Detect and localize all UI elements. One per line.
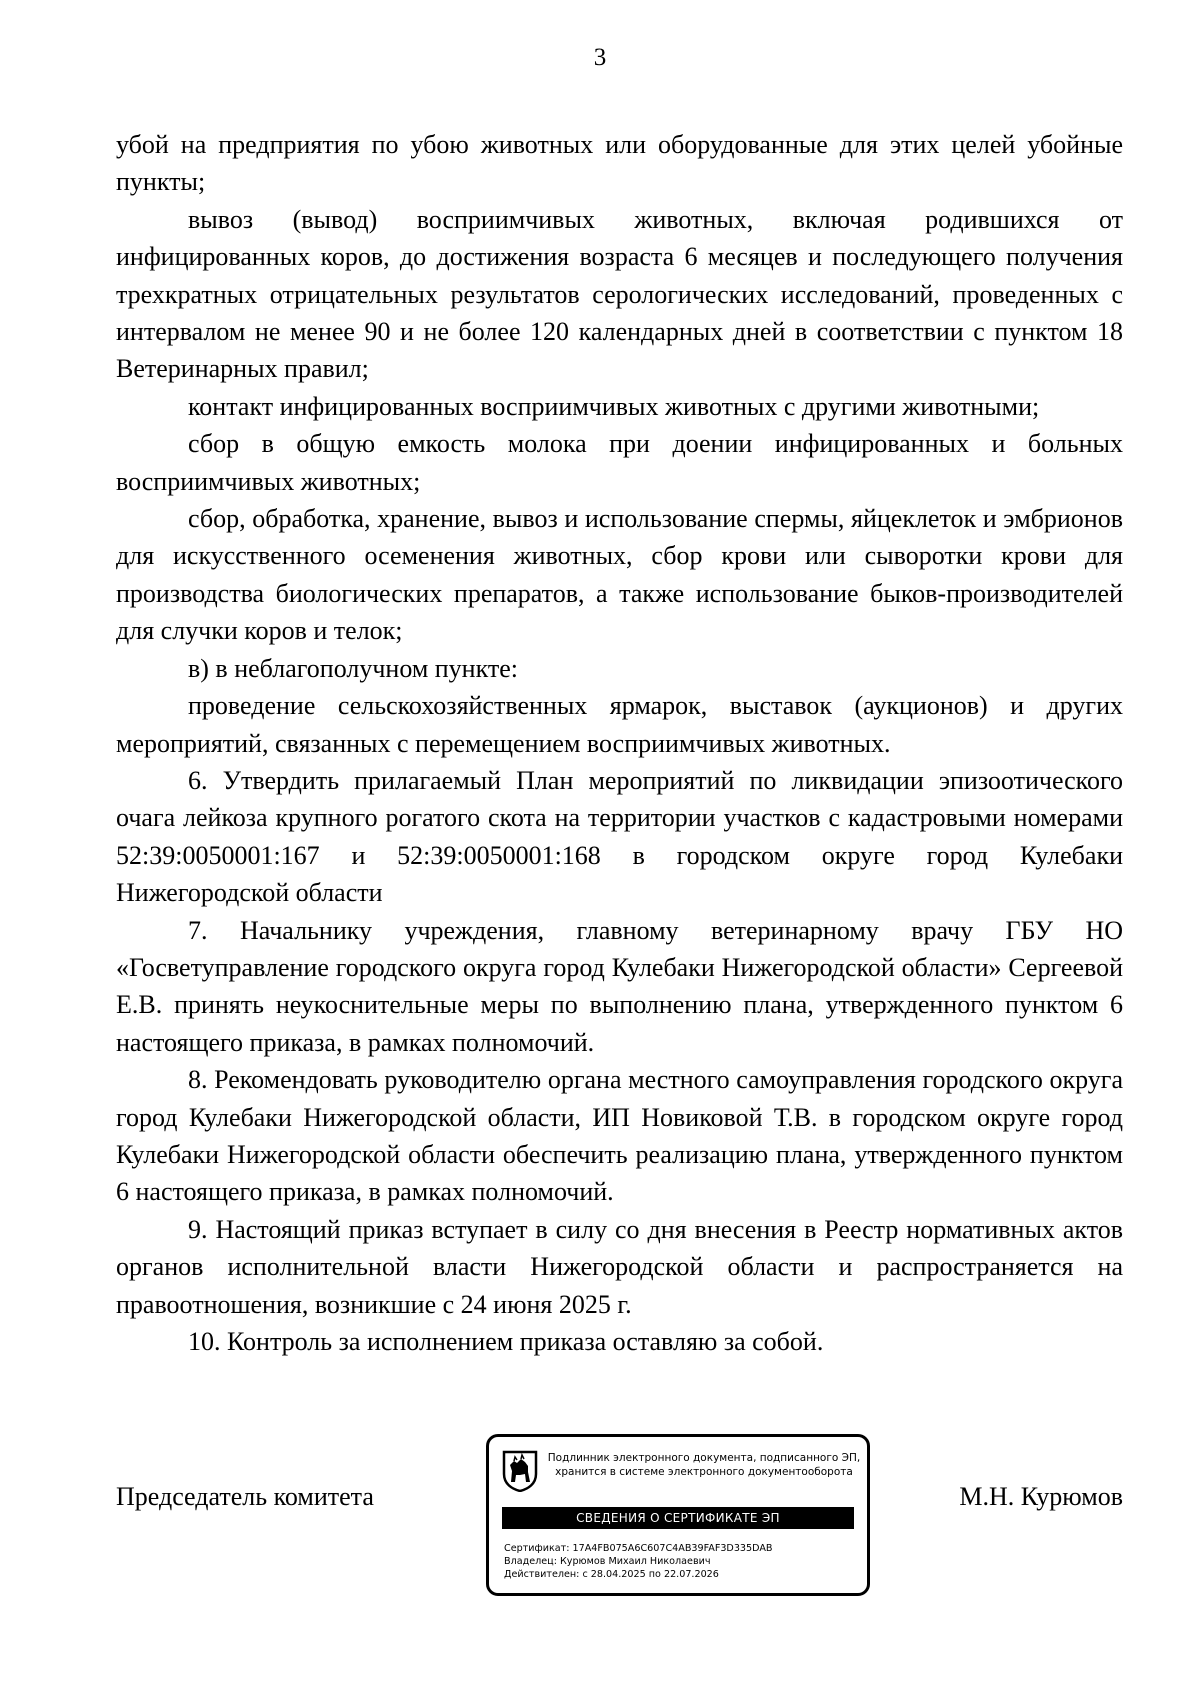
signatory-position: Председатель комитета [116, 1482, 374, 1511]
paragraph: убой на предприятия по убою животных или оборудованные для этих целей убойные пункты; [116, 130, 1123, 197]
stamp-header-line: Подлинник электронного документа, подписанного ЭП, [547, 1452, 861, 1464]
paragraph: проведение сельскохозяйственных ярмарок, выставок (аукционов) и других мероприятий, связанных с перемещением восприимчивых животных. [116, 691, 1123, 758]
paragraph: сбор, обработка, хранение, вывоз и использование спермы, яйцеклеток и эмбрионов для искусственного осеменения животных, сбор крови или сыворотки крови для производства биологических препаратов, а также использование быков-производителей для случки коров и телок; [116, 504, 1123, 646]
paragraph: 6. Утвердить прилагаемый План мероприятий по ликвидации эпизоотического очага лейкоза крупного рогатого скота на территории участков с кадастровыми номерами 52:39:0050001:167 и 52:39:0050001:168 в городском округе город Кулебаки Нижегородской области [116, 765, 1123, 908]
coat-of-arms-icon [502, 1450, 538, 1492]
page-number: 3 [593, 44, 607, 71]
stamp-header-line: хранится в системе электронного документооборота [555, 1466, 853, 1478]
paragraph: 8. Рекомендовать руководителю органа местного самоуправления городского округа город Кулебаки Нижегородской области, ИП Новиковой Т.В. в городском округе город Кулебаки Нижегородской области обеспечить реализацию плана, утвержденного пунктом 6 настоящего приказа, в рамках полномочий. [116, 1065, 1123, 1207]
signatory-name: М.Н. Курюмов [959, 1482, 1123, 1511]
stamp-certificate-number: Сертификат: 17A4FB075A6C607C4AB39FAF3D335DAB [504, 1543, 773, 1554]
stamp-certificate-owner: Владелец: Курюмов Михаил Николаевич [504, 1556, 711, 1567]
paragraph: 7. Начальнику учреждения, главному ветеринарному врачу ГБУ НО «Госветуправление городского округа город Кулебаки Нижегородской области» Сергеевой Е.В. принять неукоснительные меры по выполнению плана, утвержденного пунктом 6 настоящего приказа, в рамках полномочий. [116, 915, 1123, 1057]
paragraph: 9. Настоящий приказ вступает в силу со дня внесения в Реестр нормативных актов органов исполнительной власти Нижегородской области и распространяется на правоотношения, возникшие с 24 июня 2025 г. [116, 1214, 1123, 1319]
paragraph: в) в неблагополучном пункте: [188, 653, 519, 683]
stamp-certificate-validity: Действителен: с 28.04.2025 по 22.07.2026 [504, 1569, 719, 1580]
electronic-signature-stamp [486, 1434, 870, 1596]
stamp-certificate-info [504, 1542, 856, 1581]
paragraph: сбор в общую емкость молока при доении инфицированных и больных восприимчивых животных; [116, 429, 1123, 496]
stamp-header [545, 1451, 863, 1479]
document-body [116, 126, 1123, 1360]
paragraph: вывоз (вывод) восприимчивых животных, включая родившихся от инфицированных коров, до достижения возраста 6 месяцев и последующего получения трехкратных отрицательных результатов серологических исследований, проведенных с интервалом не менее 90 и не более 120 календарных дней в соответствии с пунктом 18 Ветеринарных правил; [116, 204, 1123, 384]
paragraph: контакт инфицированных восприимчивых животных с другими животными; [188, 391, 1040, 421]
stamp-certificate-bar: СВЕДЕНИЯ О СЕРТИФИКАТЕ ЭП [502, 1507, 854, 1529]
paragraph: 10. Контроль за исполнением приказа оставляю за собой. [188, 1327, 824, 1356]
